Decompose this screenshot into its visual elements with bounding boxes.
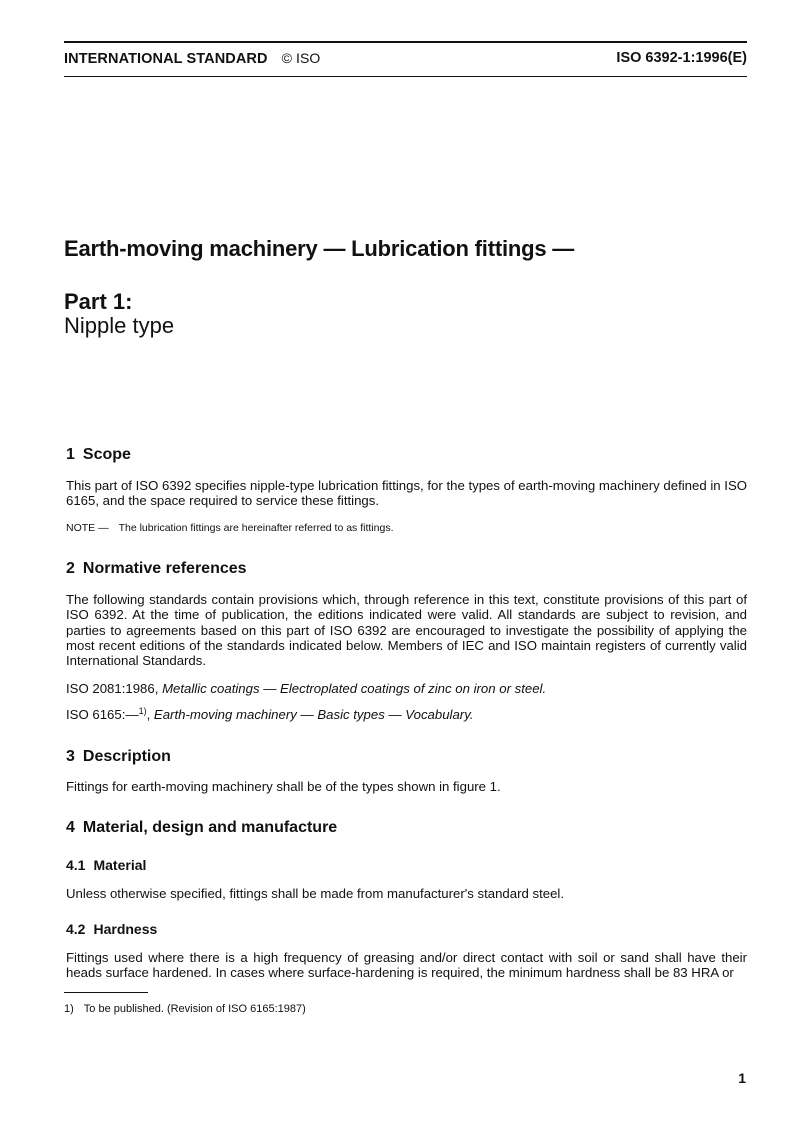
description-paragraph: Fittings for earth-moving machinery shall be of the types shown in figure 1. (66, 779, 501, 794)
reference-code: ISO 6165:— (66, 707, 139, 722)
footnote (64, 1003, 306, 1015)
section-scope-body (66, 478, 747, 509)
scope-note (66, 521, 747, 536)
section-title: Material, design and manufacture (82, 819, 338, 836)
hardness-paragraph: Fittings used where there is a high frequency of greasing and/or direct contact with soil or sand shall have their heads surface hardened. In cases where surface-hardening is required, the minimum hardness shall be 83 HRA or (66, 950, 747, 981)
footnote-marker: 1) (138, 706, 147, 716)
reference-iso-2081 (66, 681, 747, 696)
subsection-material-heading (66, 857, 747, 873)
subsection-hardness-body (66, 950, 747, 981)
reference-title: Metallic coatings — Electroplated coatings of zinc on iron or steel. (162, 681, 547, 696)
note-label: NOTE — (66, 522, 109, 534)
subsection-hardness-heading (66, 921, 747, 937)
section-number: 4 (66, 819, 75, 836)
header-rule (64, 76, 747, 77)
part-label: Part 1: (64, 289, 133, 314)
section-number: 2 (66, 560, 75, 577)
section-number: 3 (66, 748, 75, 765)
section-title: Normative references (82, 560, 247, 577)
document-title: Earth-moving machinery — Lubrication fittings — (64, 236, 575, 261)
section-title: Description (82, 748, 171, 765)
document-subtitle: Nipple type (64, 313, 175, 338)
subsection-material-body (66, 886, 747, 901)
section-title: Scope (82, 446, 131, 463)
top-rule (64, 41, 747, 43)
reference-code: ISO 2081:1986, (66, 681, 159, 696)
footnote-text: To be published. (Revision of ISO 6165:1987) (83, 1003, 306, 1015)
note-text: The lubrication fittings are hereinafter referred to as fittings. (118, 522, 394, 534)
subsection-title: Material (93, 857, 147, 873)
reference-title: Earth-moving machinery — Basic types — Vocabulary. (153, 707, 474, 722)
subsection-title: Hardness (93, 921, 158, 937)
section-description-body (66, 779, 747, 794)
section-normative-body (66, 592, 747, 668)
footnote-rule (64, 992, 148, 993)
section-normative-heading (66, 560, 747, 578)
section-scope-heading (66, 446, 747, 464)
header-standard-label: INTERNATIONAL STANDARD (64, 51, 268, 67)
subsection-number: 4.2 (66, 921, 86, 937)
material-paragraph: Unless otherwise specified, fittings shall be made from manufacturer's standard steel. (66, 886, 565, 901)
normative-paragraph: The following standards contain provisions which, through reference in this text, constitute provisions of this part of ISO 6392. At the time of publication, the editions indicated were valid. All standards are subject to revision, and parties to agreements based on this part of ISO 6392 are encouraged to investigate the possibility of applying the most recent editions of the standards indicated below. Members of IEC and ISO maintain registers of currently valid International Standards. (66, 592, 747, 669)
section-number: 1 (66, 446, 75, 463)
page-number: 1 (738, 1070, 746, 1086)
subsection-number: 4.1 (66, 857, 86, 873)
scope-paragraph: This part of ISO 6392 specifies nipple-type lubrication fittings, for the types of earth-moving machinery defined in ISO 6165, and the space required to service these fittings. (66, 478, 747, 509)
header-copyright: © ISO (281, 50, 321, 66)
header-document-id: ISO 6392-1:1996(E) (616, 50, 747, 66)
header-left (64, 50, 320, 67)
section-material-design-heading (66, 819, 747, 837)
reference-iso-6165: ISO 6165:—$^{1)}$, Earth-moving machinery — Basic types — Vocabulary. (66, 706, 474, 722)
section-description-heading (66, 748, 747, 766)
footnote-label: 1) (64, 1003, 74, 1015)
